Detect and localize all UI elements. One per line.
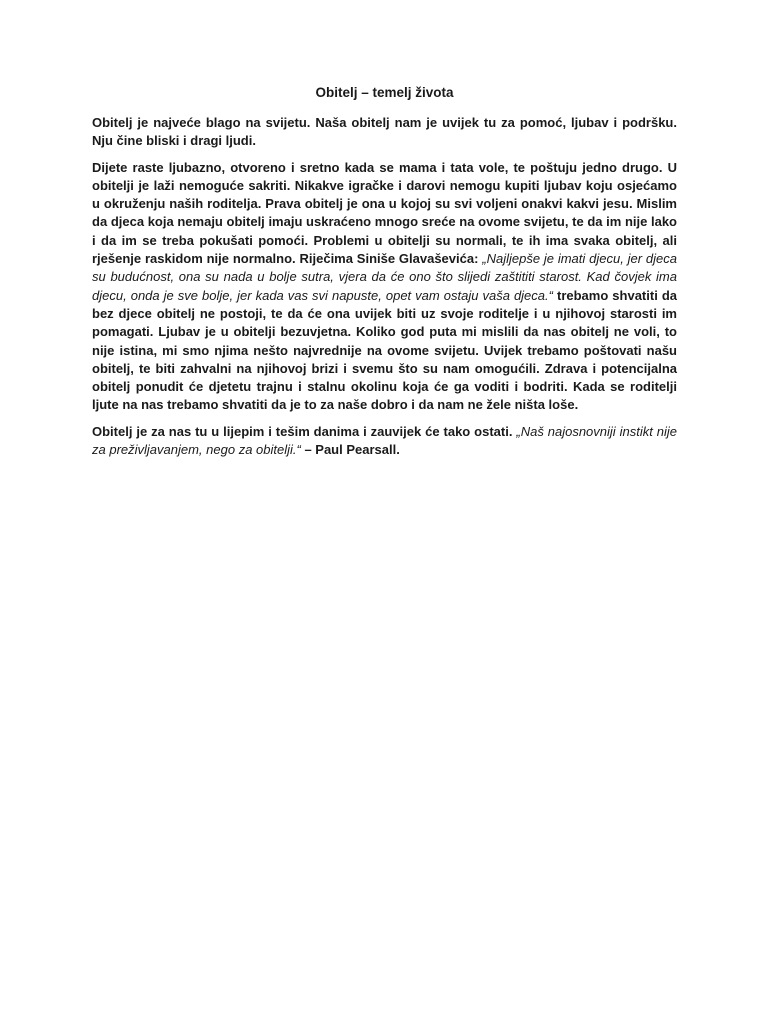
paragraph-intro bbox=[92, 114, 677, 151]
document-title: Obitelj – temelj života bbox=[315, 85, 454, 100]
paragraph-main bbox=[92, 159, 677, 415]
quote-pearsall: „Naš najosnovniji instikt nije za preživljavanjem, nego za obitelji.“ bbox=[92, 423, 677, 458]
paragraph-closing bbox=[92, 423, 677, 460]
paragraph-closing-text-b: – Paul Pearsall. bbox=[300, 442, 400, 458]
paragraph-main-text-b: trebamo shvatiti da bez djece obitelj ne postoji, te da će ona uvijek biti uz svoje roditelje i u njihovoj starosti im pomagati. Ljubav je u obitelji bezuvjetna. Koliko god puta mi mislili da nas obitelj ne voli, to nije istina, mi smo njima nešto najvrednije na ovome svijetu. Uvijek trebamo poštovati našu obitelj, te biti zahvalni na njihovoj brizi i svemu što su nam omogućili. Zdrava i potencijalna obitelj ponudit će djetetu trajnu i stalnu okolinu koja će ga voditi i bodriti. Kada se roditelji ljute na nas trebamo shvatiti da je to za naše dobro i da nam ne žele ništa loše. bbox=[92, 287, 677, 413]
quote-glavasevic: „Najljepše je imati djecu, jer djeca su budućnost, ona su nada u bolje sutra, vjera da će ono što slijedi zaštititi starost. Kad čovjek ima djecu, onda je sve bolje, jer kada vas svi napuste, opet vam ostaju vaša djeca.“ bbox=[92, 251, 677, 303]
document-page bbox=[92, 84, 677, 467]
paragraph-closing-text-a: Obitelj je za nas tu u lijepim i tešim danima i zauvijek će tako ostati. bbox=[92, 423, 517, 439]
paragraph-main-text-a: Dijete raste ljubazno, otvoreno i sretno kada se mama i tata vole, te poštuju jedno drugo. U obitelji je laži nemoguće sakriti. Nikakve igračke i darovi nemogu kupiti ljubav koju osjećamo u okruženju naših roditelja. Prava obitelj je ona u kojoj su svi voljeni onakvi kakvi jesu. Mislim da djeca koja nemaju obitelj imaju uskraćeno mnogo sreće na ovome svijetu, te da im nije lako i da im se treba pokušati pomoći. Problemi u obitelji su normali, te ih ima svaka obitelj, ali rješenje raskidom nije normalno. Riječima Siniše Glavaševića: bbox=[92, 159, 677, 267]
paragraph-intro-text: Obitelj je najveće blago na svijetu. Naša obitelj nam je uvijek tu za pomoć, ljubav i podršku. Nju čine bliski i dragi ljudi. bbox=[92, 115, 677, 149]
